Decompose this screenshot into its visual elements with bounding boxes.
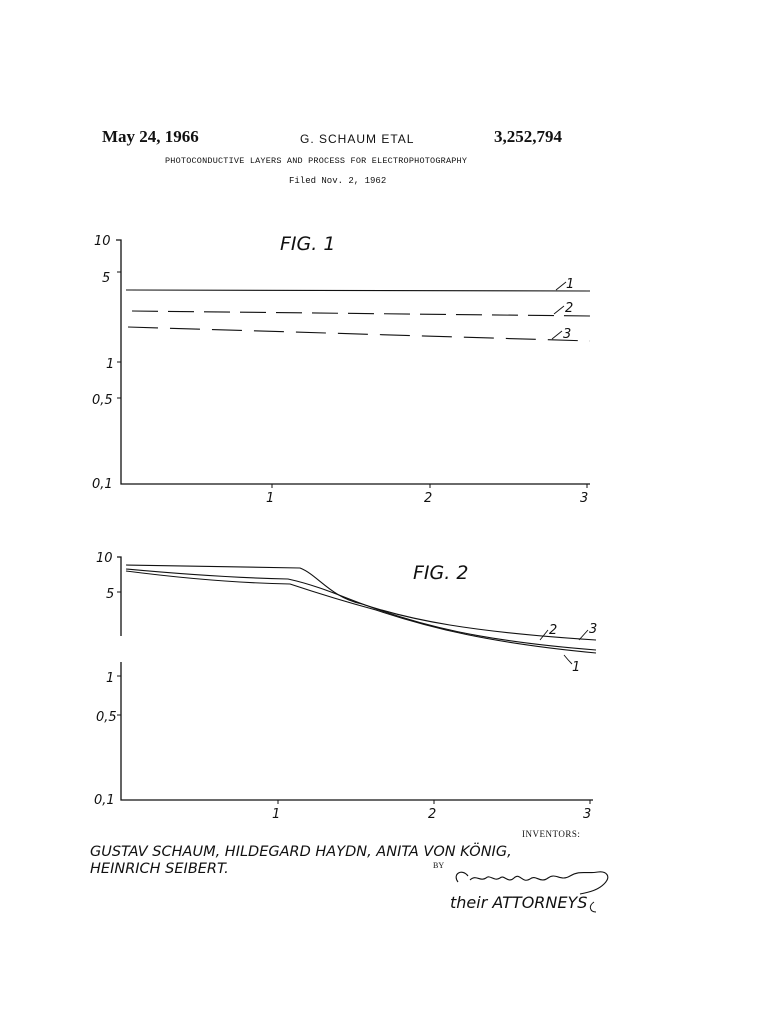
patent-date: May 24, 1966 (102, 127, 199, 146)
fig1-xtick-2: 2 (424, 491, 433, 506)
fig2-ytick-01: 0,1 (94, 793, 115, 808)
patent-number: 3,252,794 (494, 127, 562, 146)
fig1-curve-label-2: 2 (565, 301, 574, 316)
fig2-ytick-5: 5 (106, 587, 115, 602)
fig2-curve-label-1: 1 (572, 660, 581, 675)
fig1-xtick-1: 1 (266, 491, 275, 506)
fig2-xtick-2: 2 (428, 807, 437, 822)
fig2-xtick-1: 1 (272, 807, 281, 822)
fig2-xtick-3: 3 (583, 807, 592, 822)
patent-title: PHOTOCONDUCTIVE LAYERS AND PROCESS FOR ELECTROPHOTOGRAPHY (165, 156, 468, 166)
fig1-curve-label-1: 1 (566, 277, 575, 292)
fig2-curve-label-3: 3 (589, 622, 598, 637)
fig1-ytick-05: 0,5 (92, 393, 113, 408)
fig1-ytick-1: 1 (106, 357, 115, 372)
fig1-ytick-10: 10 (94, 234, 111, 249)
by-label: BY (433, 861, 445, 870)
inventors-label: INVENTORS: (522, 829, 581, 839)
fig1-ytick-01: 0,1 (92, 477, 113, 492)
fig1-label: FIG. 1 (280, 233, 336, 255)
fig2-ytick-10: 10 (96, 551, 113, 566)
attorneys-line: their ATTORNEYS (450, 893, 588, 912)
inventors-line-1: GUSTAV SCHAUM, HILDEGARD HAYDN, ANITA VON KÖNIG, (90, 844, 512, 860)
signature-icon (456, 872, 608, 894)
fig2-label: FIG. 2 (413, 562, 469, 584)
filed-date: Filed Nov. 2, 1962 (289, 176, 387, 186)
fig1-curve-label-3: 3 (563, 327, 572, 342)
fig2-curve-label-2: 2 (549, 623, 558, 638)
inventors-line-2: HEINRICH SEIBERT. (90, 861, 229, 877)
fig1-xtick-3: 3 (580, 491, 589, 506)
fig2-ytick-1: 1 (106, 671, 115, 686)
applicant-name: G. SCHAUM ETAL (300, 132, 415, 146)
fig2-ytick-05: 0,5 (96, 710, 117, 725)
fig1-ytick-5: 5 (102, 271, 111, 286)
